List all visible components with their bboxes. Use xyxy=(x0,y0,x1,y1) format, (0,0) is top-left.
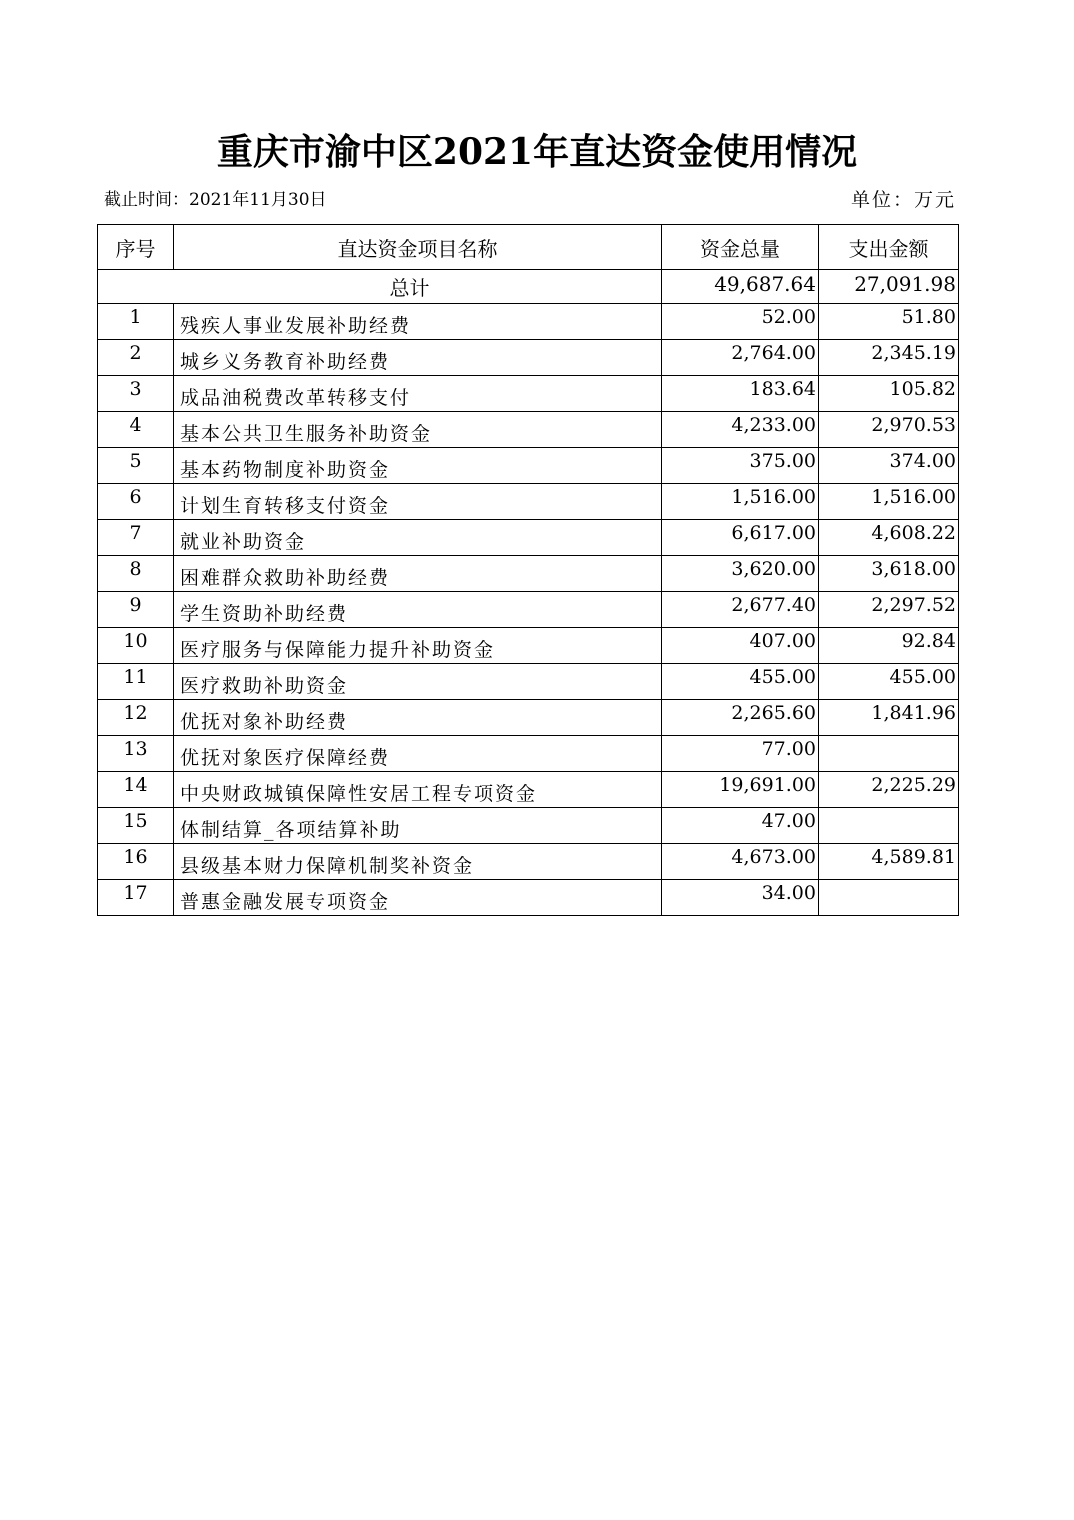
row-total-amount: 4,233.00 xyxy=(662,412,819,448)
row-spent-amount: 1,516.00 xyxy=(819,484,959,520)
row-spent-amount: 374.00 xyxy=(819,448,959,484)
row-total-amount: 2,764.00 xyxy=(662,340,819,376)
cutoff-date: 截止时间：2021年11月30日 xyxy=(104,190,327,210)
row-project-name: 残疾人事业发展补助经费 xyxy=(174,304,662,340)
row-number: 14 xyxy=(98,772,174,808)
table-row xyxy=(98,340,959,376)
row-number: 9 xyxy=(98,592,174,628)
table-row xyxy=(98,592,959,628)
table-row xyxy=(98,880,959,916)
row-number: 10 xyxy=(98,628,174,664)
row-spent-amount xyxy=(819,808,959,844)
row-number: 6 xyxy=(98,484,174,520)
summary-total: 49,687.64 xyxy=(662,270,819,304)
table-row xyxy=(98,376,959,412)
row-spent-amount: 2,297.52 xyxy=(819,592,959,628)
unit-label: 单位：万元 xyxy=(850,189,956,211)
row-number: 3 xyxy=(98,376,174,412)
row-number: 8 xyxy=(98,556,174,592)
row-project-name: 医疗救助补助资金 xyxy=(174,664,662,700)
table-row xyxy=(98,700,959,736)
table-row xyxy=(98,556,959,592)
row-total-amount: 4,673.00 xyxy=(662,844,819,880)
row-project-name: 优抚对象补助经费 xyxy=(174,700,662,736)
row-number: 1 xyxy=(98,304,174,340)
row-number: 11 xyxy=(98,664,174,700)
row-project-name: 体制结算_各项结算补助 xyxy=(174,808,662,844)
row-number: 4 xyxy=(98,412,174,448)
header-total: 资金总量 xyxy=(662,225,819,270)
row-project-name: 县级基本财力保障机制奖补资金 xyxy=(174,844,662,880)
row-spent-amount: 1,841.96 xyxy=(819,700,959,736)
table-row xyxy=(98,448,959,484)
row-project-name: 基本药物制度补助资金 xyxy=(174,448,662,484)
funds-table xyxy=(97,224,959,916)
row-project-name: 中央财政城镇保障性安居工程专项资金 xyxy=(174,772,662,808)
row-project-name: 学生资助补助经费 xyxy=(174,592,662,628)
row-total-amount: 2,265.60 xyxy=(662,700,819,736)
header-no: 序号 xyxy=(98,225,174,270)
table-row xyxy=(98,628,959,664)
row-spent-amount: 4,589.81 xyxy=(819,844,959,880)
row-total-amount: 407.00 xyxy=(662,628,819,664)
row-number: 16 xyxy=(98,844,174,880)
page-title: 重庆市渝中区2021年直达资金使用情况 xyxy=(216,131,858,173)
row-total-amount: 1,516.00 xyxy=(662,484,819,520)
header-spent: 支出金额 xyxy=(819,225,959,270)
row-project-name: 成品油税费改革转移支付 xyxy=(174,376,662,412)
row-number: 17 xyxy=(98,880,174,916)
row-number: 12 xyxy=(98,700,174,736)
table-row xyxy=(98,304,959,340)
row-total-amount: 6,617.00 xyxy=(662,520,819,556)
row-project-name: 城乡义务教育补助经费 xyxy=(174,340,662,376)
header-row xyxy=(98,225,959,270)
row-total-amount: 2,677.40 xyxy=(662,592,819,628)
summary-spent: 27,091.98 xyxy=(819,270,959,304)
row-spent-amount: 51.80 xyxy=(819,304,959,340)
row-total-amount: 183.64 xyxy=(662,376,819,412)
row-spent-amount: 2,345.19 xyxy=(819,340,959,376)
summary-label: 总计 xyxy=(98,270,662,304)
row-project-name: 普惠金融发展专项资金 xyxy=(174,880,662,916)
row-spent-amount: 3,618.00 xyxy=(819,556,959,592)
row-total-amount: 3,620.00 xyxy=(662,556,819,592)
row-total-amount: 77.00 xyxy=(662,736,819,772)
table-row xyxy=(98,664,959,700)
row-project-name: 医疗服务与保障能力提升补助资金 xyxy=(174,628,662,664)
table-body xyxy=(98,270,959,916)
row-total-amount: 47.00 xyxy=(662,808,819,844)
summary-row xyxy=(98,270,959,304)
row-project-name: 计划生育转移支付资金 xyxy=(174,484,662,520)
row-spent-amount xyxy=(819,736,959,772)
row-total-amount: 52.00 xyxy=(662,304,819,340)
row-spent-amount: 2,225.29 xyxy=(819,772,959,808)
row-number: 5 xyxy=(98,448,174,484)
table-row xyxy=(98,484,959,520)
table-row xyxy=(98,736,959,772)
row-number: 2 xyxy=(98,340,174,376)
row-total-amount: 455.00 xyxy=(662,664,819,700)
row-spent-amount: 4,608.22 xyxy=(819,520,959,556)
row-spent-amount: 2,970.53 xyxy=(819,412,959,448)
row-number: 15 xyxy=(98,808,174,844)
row-number: 7 xyxy=(98,520,174,556)
table-row xyxy=(98,772,959,808)
row-spent-amount: 455.00 xyxy=(819,664,959,700)
row-spent-amount: 92.84 xyxy=(819,628,959,664)
table-row xyxy=(98,844,959,880)
row-project-name: 基本公共卫生服务补助资金 xyxy=(174,412,662,448)
row-total-amount: 375.00 xyxy=(662,448,819,484)
row-number: 13 xyxy=(98,736,174,772)
row-total-amount: 19,691.00 xyxy=(662,772,819,808)
table-row xyxy=(98,808,959,844)
header-name: 直达资金项目名称 xyxy=(174,225,662,270)
table-row xyxy=(98,520,959,556)
row-project-name: 就业补助资金 xyxy=(174,520,662,556)
row-project-name: 困难群众救助补助经费 xyxy=(174,556,662,592)
row-project-name: 优抚对象医疗保障经费 xyxy=(174,736,662,772)
table-row xyxy=(98,412,959,448)
row-total-amount: 34.00 xyxy=(662,880,819,916)
row-spent-amount: 105.82 xyxy=(819,376,959,412)
row-spent-amount xyxy=(819,880,959,916)
